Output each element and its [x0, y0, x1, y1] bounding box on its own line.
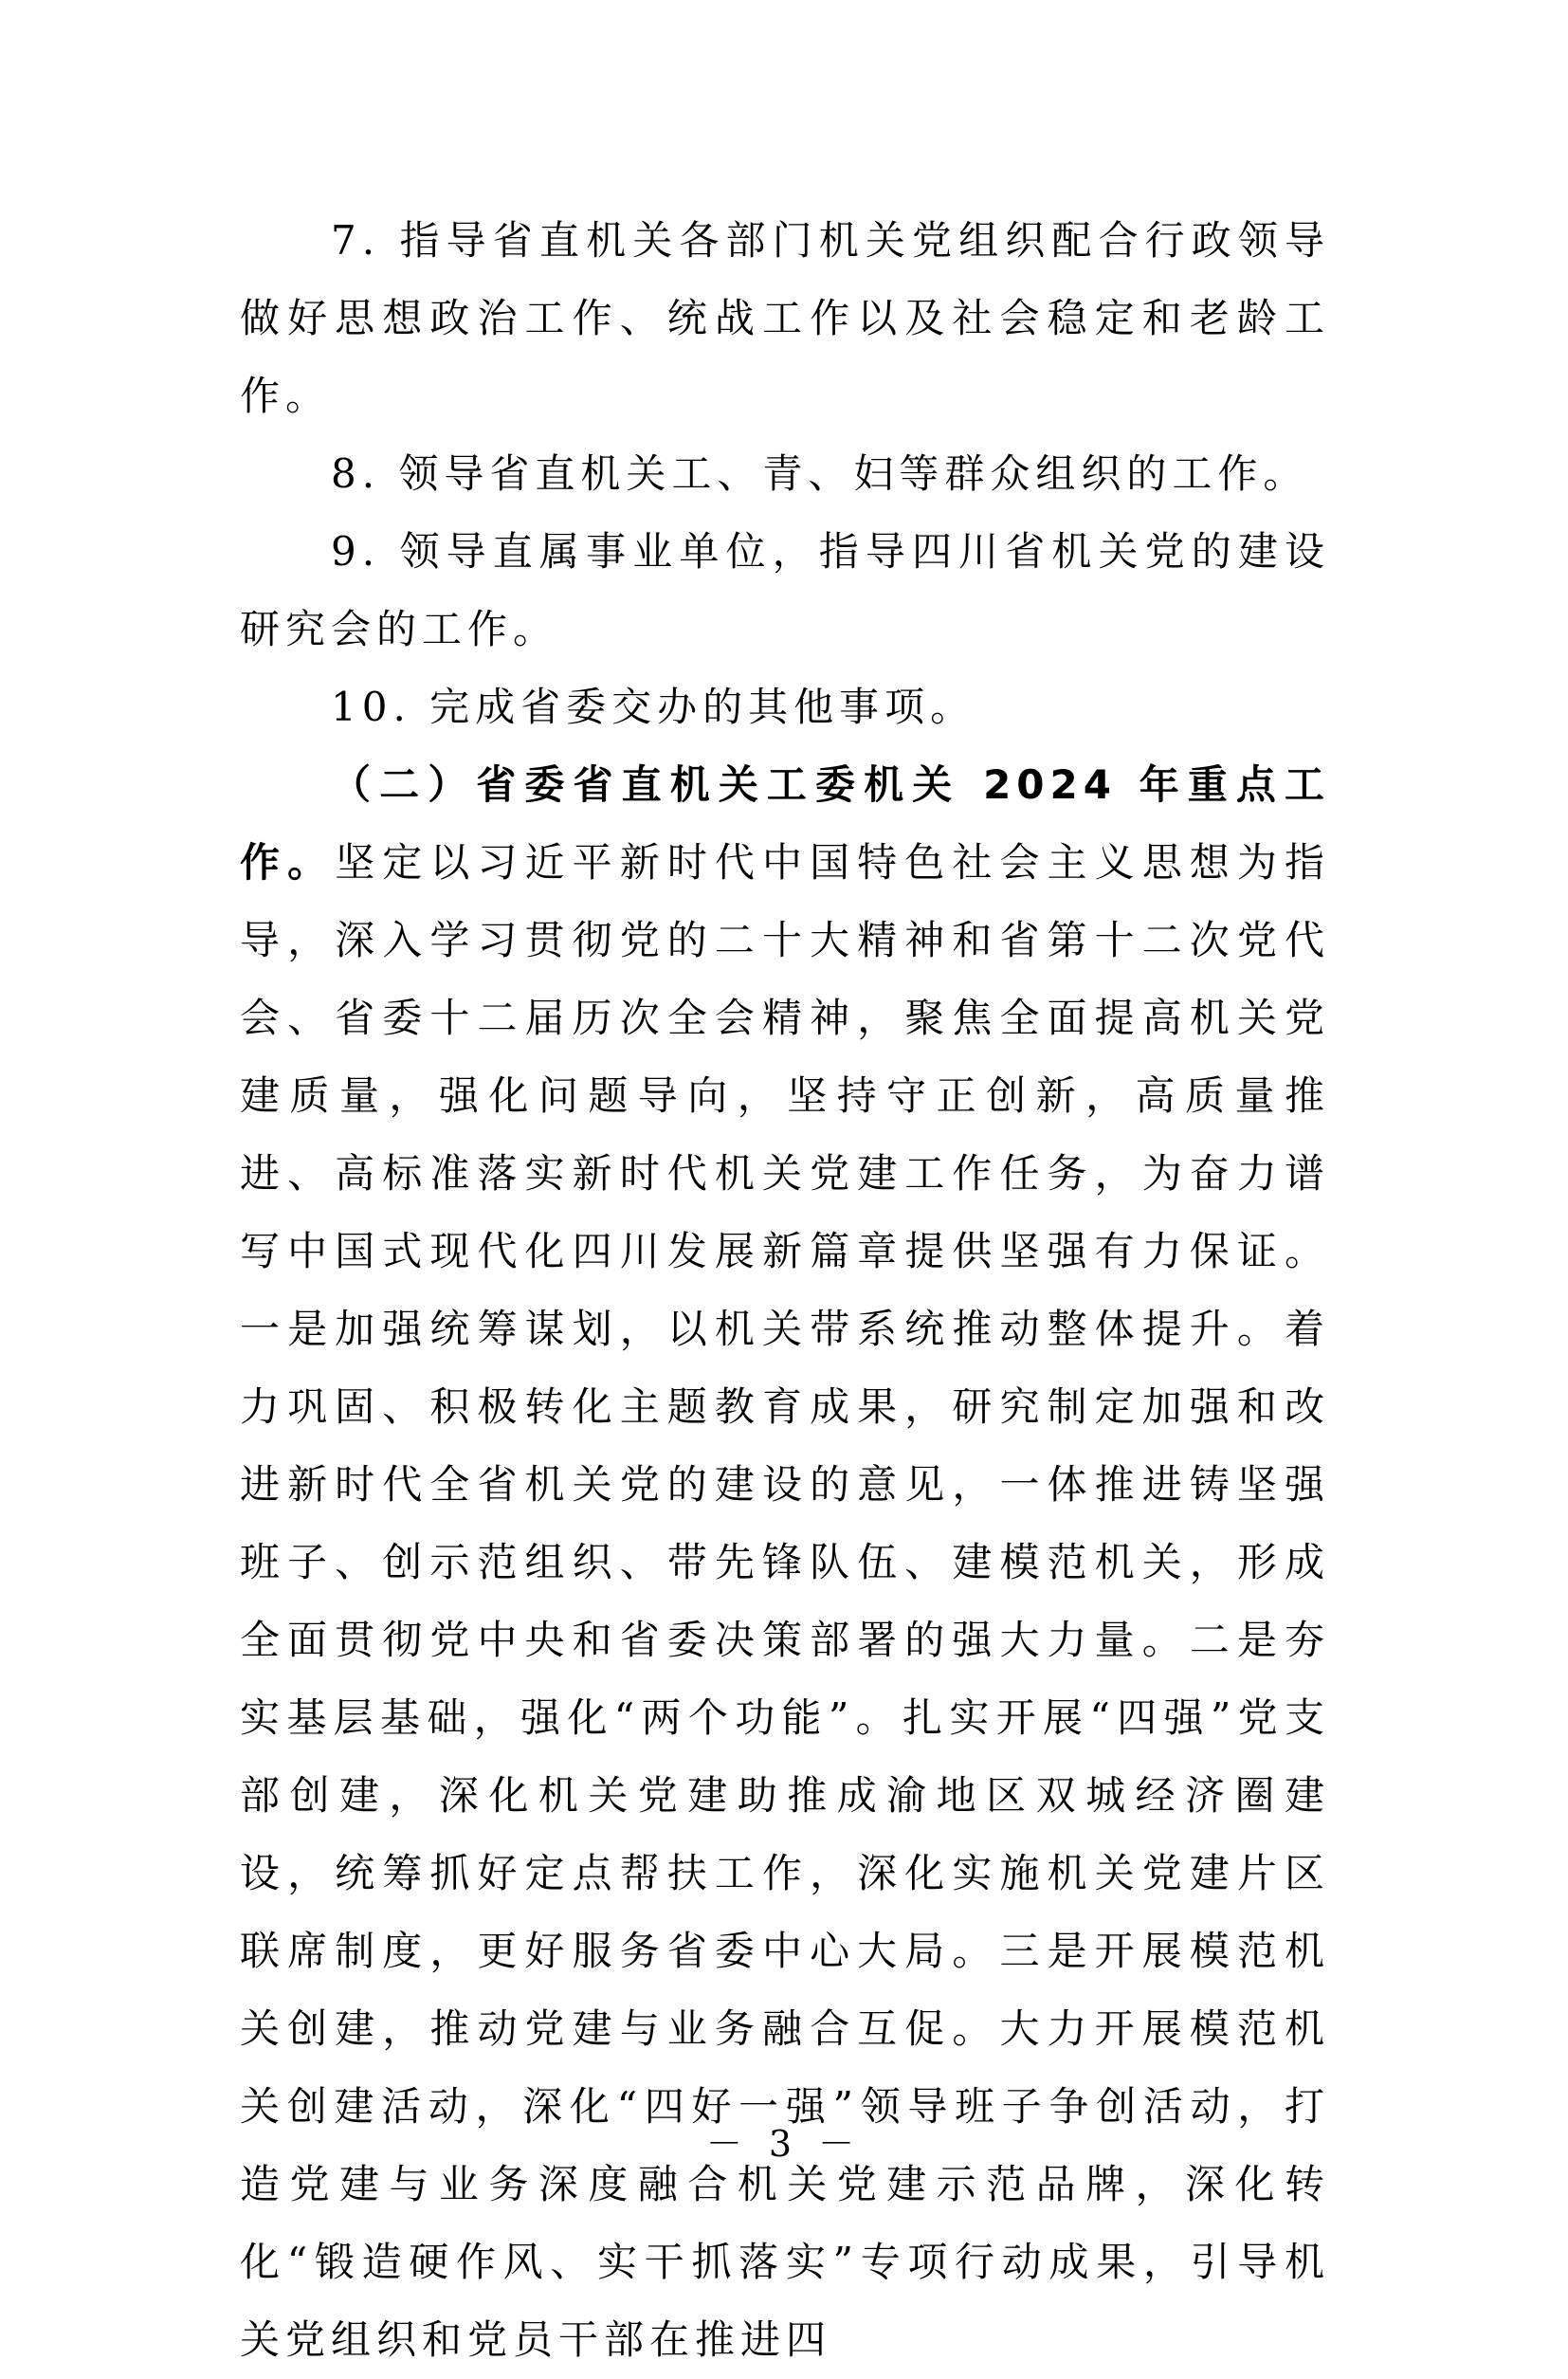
- section-heading: （二）省委省直机关工委机关 2024 年重点工作。: [240, 761, 1330, 886]
- list-item-10: 10. 完成省委交办的其他事项。: [331, 684, 976, 730]
- list-item-7: 7. 指导省直机关各部门机关党组织配合行政领导做好思想政治工作、统战工作以及社会稳定和老龄工作。: [240, 217, 1330, 419]
- list-item-9: 9. 领导直属事业单位，指导四川省机关党的建设研究会的工作。: [240, 528, 1330, 652]
- section-body: 坚定以习近平新时代中国特色社会主义思想为指导，深入学习贯彻党的二十大精神和省第十二次党代会、省委十二届历次全会精神，聚焦全面提高机关党建质量，强化问题导向，坚持守正创新，高质量推进、高标准落实新时代机关党建工作任务，为奋力谱写中国式现代化四川发展新篇章提供坚强有力保证。一是加强统筹谋划，以机关带系统推动整体提升。着力巩固、积极转化主题教育成果，研究制定加强和改进新时代全省机关党的建设的意见，一体推进铸坚强班子、创示范组织、带先锋队伍、建模范机关，形成全面贯彻党中央和省委决策部署的强大力量。二是夯实基层基础，强化“两个功能”。扎实开展“四强”党支部创建，深化机关党建助推成渝地区双城经济圈建设，统筹抓好定点帮扶工作，深化实施机关党建片区联席制度，更好服务省委中心大局。三是开展模范机关创建，推动党建与业务融合互促。大力开展模范机关创建活动，深化“四好一强”领导班子争创活动，打造党建与业务深度融合机关党建示范品牌，深化转化“锻造硬作风、实干抓落实”专项行动成果，引导机关党组织和党员干部在推进四: [240, 839, 1330, 2363]
- document-body: [240, 202, 1330, 2379]
- page-number: － 3 －: [705, 2123, 863, 2165]
- list-item-8: 8. 领导省直机关工、青、妇等群众组织的工作。: [331, 450, 1309, 497]
